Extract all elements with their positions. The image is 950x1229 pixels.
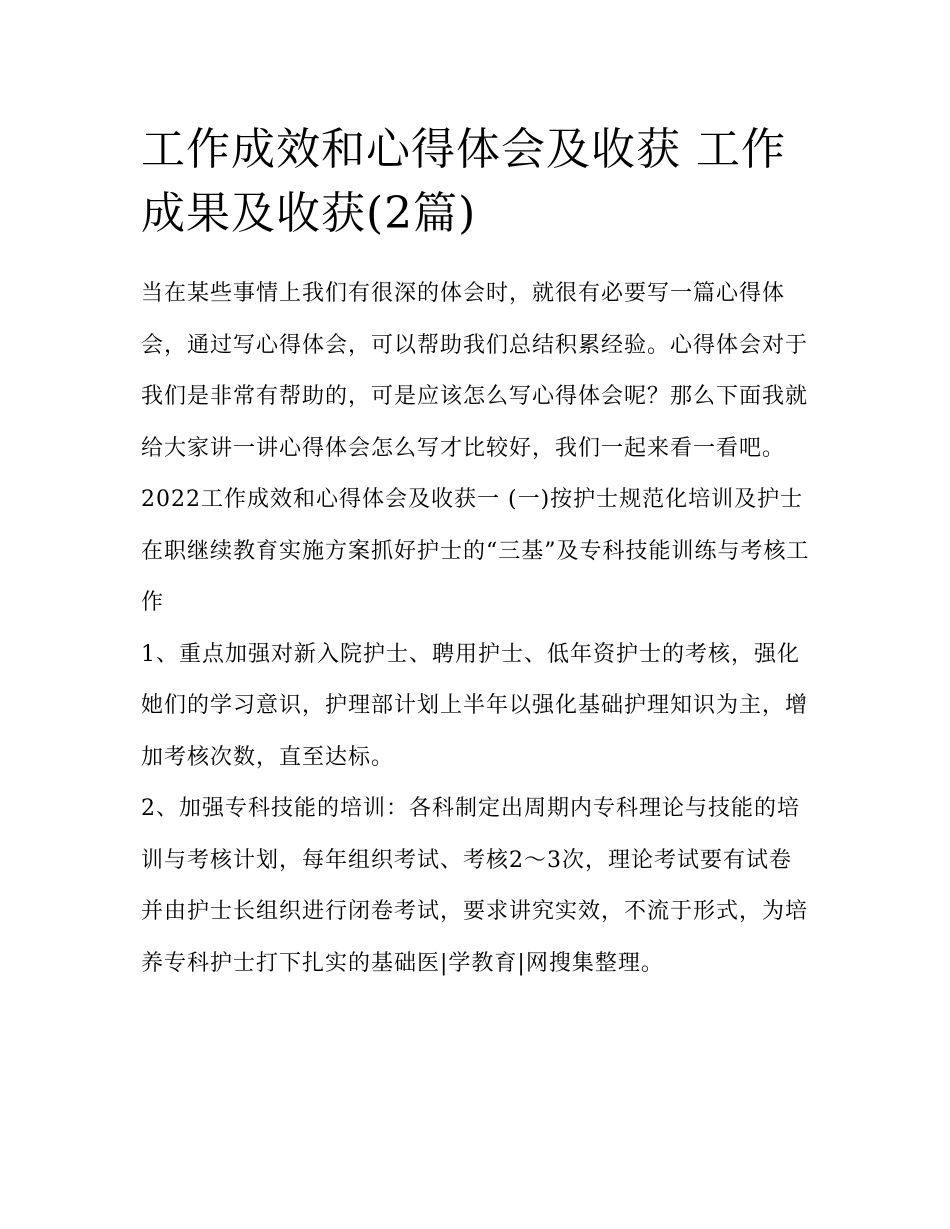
paragraph-intro: 当在某些事情上我们有很深的体会时，就很有必要写一篇心得体会，通过写心得体会，可以帮助我们总结积累经验。心得体会对于我们是非常有帮助的，可是应该怎么写心得体会呢？那么下面我就给大家讲一讲心得体会怎么写才比较好，我们一起来看一看吧。 xyxy=(141,281,809,461)
paragraph-section-heading: 2022工作成效和心得体会及收获一 (一)按护士规范化培训及护士在职继续教育实施方案抓好护士的“三基”及专科技能训练与考核工作 xyxy=(141,487,810,615)
paragraph-item-2: 2、加强专科技能的培训：各科制定出周期内专科理论与技能的培训与考核计划，每年组织考试、考核2～3次，理论考试要有试卷并由护士长组织进行闭卷考试，要求讲究实效，不流于形式，为培养专科护士打下扎实的基础医|学教育|网搜集整理。 xyxy=(141,796,809,976)
document-title: 工作成效和心得体会及收获 工作成果及收获(2篇) xyxy=(141,124,786,239)
document-body xyxy=(141,118,813,989)
paragraph-item-1: 1、重点加强对新入院护士、聘用护士、低年资护士的考核，强化她们的学习意识，护理部计划上半年以强化基础护理知识为主，增加考核次数，直至达标。 xyxy=(141,641,809,770)
